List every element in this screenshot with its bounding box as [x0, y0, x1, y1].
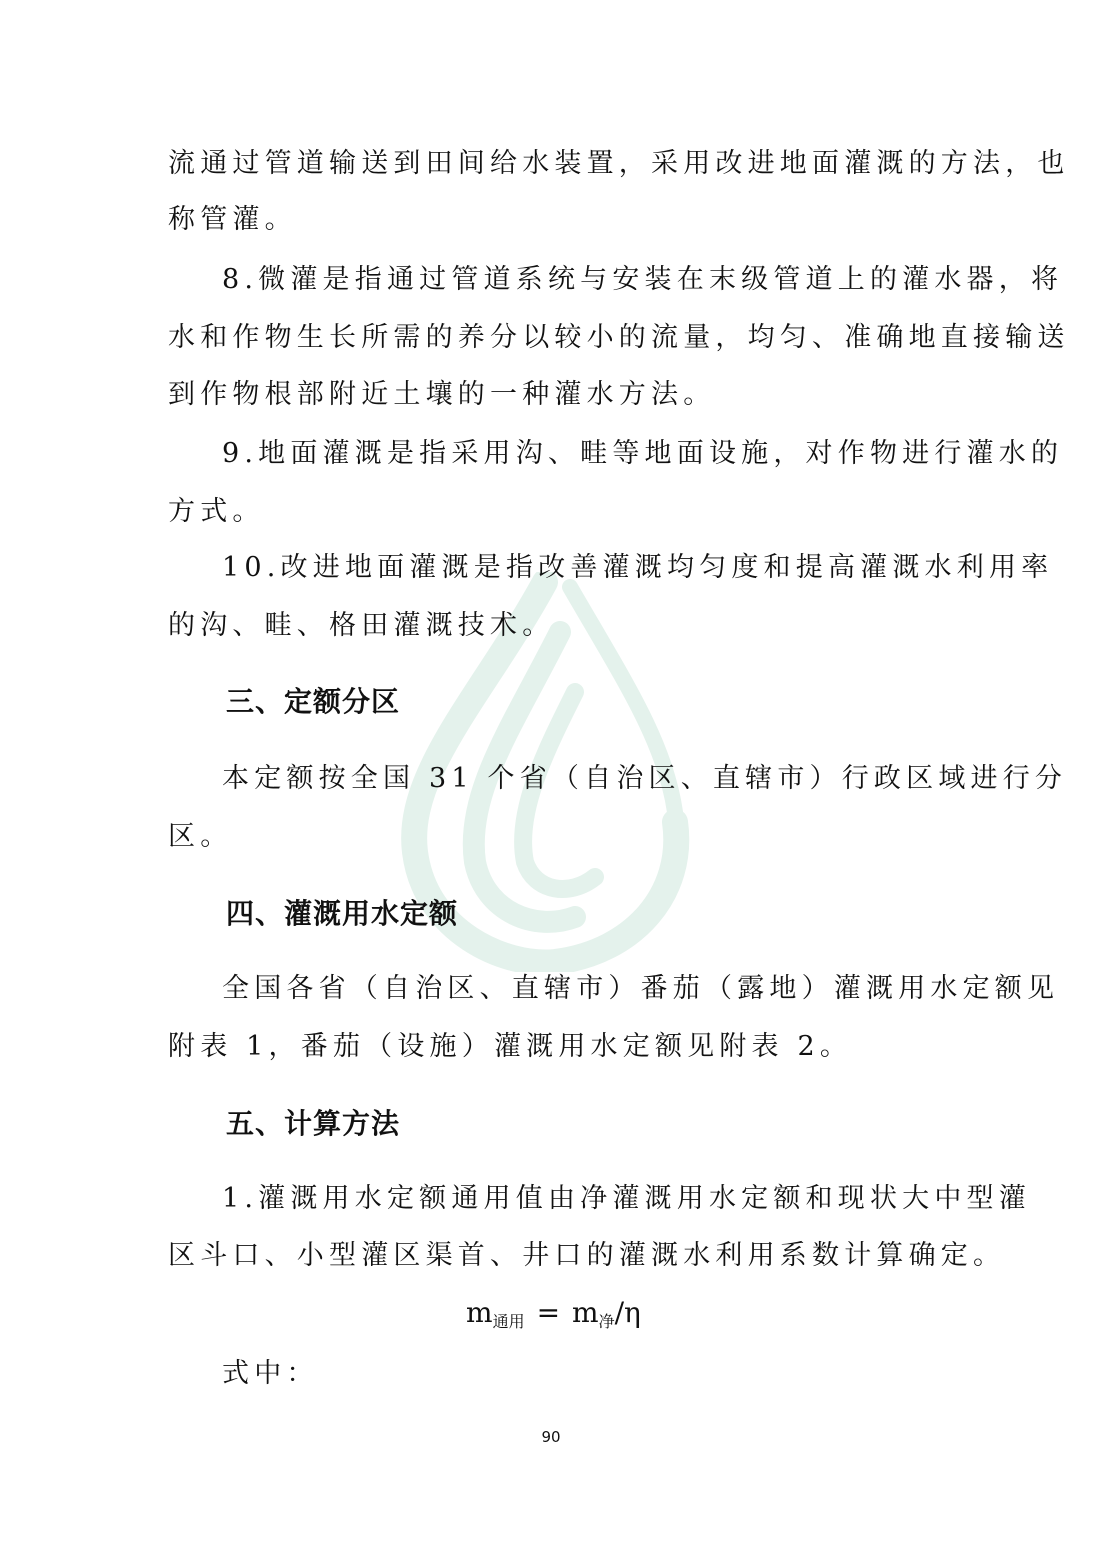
- body-line: 本定额按全国 31 个省（自治区、直辖市）行政区域进行分: [222, 763, 1068, 794]
- body-line: 水和作物生长所需的养分以较小的流量，均匀、准确地直接输送: [168, 322, 1070, 353]
- formula-sub-net: 净: [598, 1312, 615, 1331]
- body-line: 称管灌。: [168, 204, 297, 235]
- body-line: 式中：: [222, 1358, 319, 1389]
- formula-sub-general: 通用: [492, 1312, 525, 1331]
- formula-m: m: [572, 1296, 599, 1329]
- section-heading-4: 四、灌溉用水定额: [226, 897, 459, 930]
- body-line: 的沟、畦、格田灌溉技术。: [168, 610, 555, 641]
- formula-m: m: [466, 1296, 493, 1329]
- body-line: 1.灌溉用水定额通用值由净灌溉用水定额和现状大中型灌: [222, 1183, 1031, 1214]
- body-line: 方式。: [168, 496, 265, 527]
- body-line: 全国各省（自治区、直辖市）番茄（露地）灌溉用水定额见: [222, 973, 1060, 1004]
- formula-divisor: /η: [614, 1296, 641, 1329]
- formula-equals: =: [536, 1296, 561, 1329]
- body-line: 到作物根部附近土壤的一种灌水方法。: [168, 379, 716, 410]
- body-line: 区斗口、小型灌区渠首、井口的灌溉水利用系数计算确定。: [168, 1240, 1006, 1271]
- item-9-line: 9.地面灌溉是指采用沟、畦等地面设施，对作物进行灌水的: [222, 438, 1064, 469]
- section-heading-3: 三、定额分区: [226, 685, 401, 718]
- item-8-line: 8.微灌是指通过管道系统与安装在末级管道上的灌水器，将: [222, 264, 1064, 295]
- formula: [466, 1296, 641, 1332]
- item-10-line: 10.改进地面灌溉是指改善灌溉均匀度和提高灌溉水利用率: [222, 552, 1054, 583]
- section-heading-5: 五、计算方法: [226, 1107, 401, 1140]
- page-number: 90: [541, 1428, 561, 1446]
- body-line: 区。: [168, 821, 233, 852]
- body-line: 流通过管道输送到田间给水装置，采用改进地面灌溉的方法，也: [168, 148, 1070, 179]
- body-line: 附表 1，番茄（设施）灌溉用水定额见附表 2。: [168, 1031, 853, 1062]
